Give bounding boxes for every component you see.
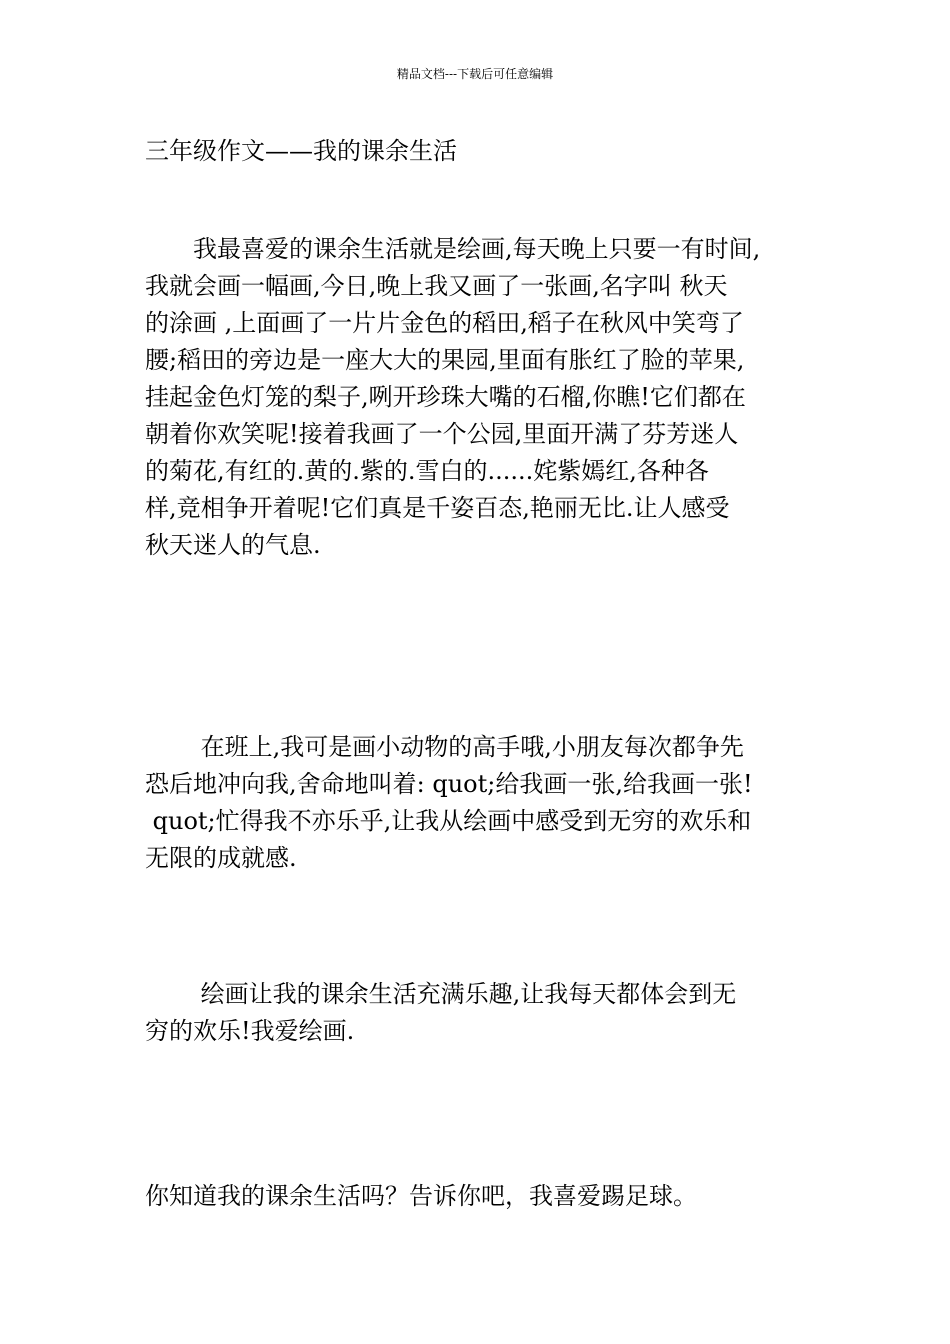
closing-line: 你知道我的课余生活吗？告诉你吧，我喜爱踢足球。 [145, 1182, 697, 1210]
paragraph-line: 无限的成就感. [145, 844, 297, 872]
paragraph-line: 我就会画一幅画,今日,晚上我又画了一张画,名字叫 秋天 [145, 272, 728, 300]
paragraph-line: 腰;稻田的旁边是一座大大的果园,里面有胀红了脸的苹果, [145, 346, 745, 374]
paragraph-line: 我最喜爱的课余生活就是绘画,每天晚上只要一有时间, [145, 235, 761, 263]
paragraph-line: 朝着你欢笑呢!接着我画了一个公园,里面开满了芬芳迷人 [145, 420, 739, 448]
paragraph-conclusion [145, 976, 815, 1050]
paragraph-line: 的菊花,有红的.黄的.紫的.雪白的......姹紫嫣红,各种各 [145, 457, 709, 485]
paragraph-line: 的涂画 ,上面画了一片片金色的稻田,稻子在秋风中笑弯了 [145, 309, 744, 337]
paragraph-line: 秋天迷人的气息. [145, 531, 321, 559]
paragraph-line: 样,竞相争开着呢!它们真是千姿百态,艳丽无比.让人感受 [145, 494, 730, 522]
paragraph-line: quot;忙得我不亦乐乎,让我从绘画中感受到无穷的欢乐和 [145, 807, 752, 835]
paragraph-line: 恐后地冲向我,舍命地叫着: quot;给我画一张,给我画一张! [145, 770, 753, 798]
paragraph-line: 挂起金色灯笼的梨子,咧开珍珠大嘴的石榴,你瞧!它们都在 [145, 383, 746, 411]
paragraph-line: 绘画让我的课余生活充满乐趣,让我每天都体会到无 [145, 980, 737, 1008]
paragraph-line: 在班上,我可是画小动物的高手哦,小朋友每次都争先 [145, 733, 744, 761]
page-header: 精品文档---下载后可任意编辑 [396, 67, 554, 81]
paragraph-class [145, 729, 815, 877]
paragraph-painting [145, 231, 815, 564]
paragraph-line: 穷的欢乐!我爱绘画. [145, 1017, 355, 1045]
essay-title: 三年级作文——我的课余生活 [145, 137, 457, 165]
